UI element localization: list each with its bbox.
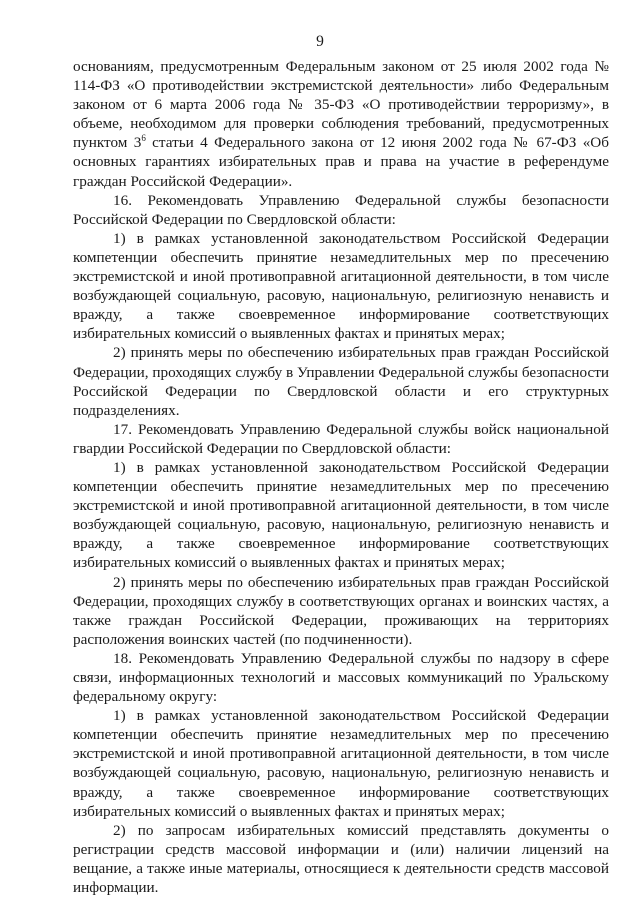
item-18-subitem-1: 1) в рамках установленной законодательством Российской Федерации компетенции обеспечить принятие незамедлительных мер по пресечению экстремистской и иной противоправной агитационной деятельности, в том числе возбуждающей социальную, расовую, национальную, религиозную ненависть и вражду, а также своевременное информирование соответствующих избирательных комиссий о выявленных фактах и принятых мерах; (73, 707, 609, 820)
item-18-subitem-2: 2) по запросам избирательных комиссий представлять документы о регистрации средств массовой информации и (или) наличии лицензий на вещание, а также иные материалы, относящиеся к деятельности средств массовой информации. (73, 821, 609, 897)
item-16-subitem-1: 1) в рамках установленной законодательством Российской Федерации компетенции обеспечить принятие незамедлительных мер по пресечению экстремистской и иной противоправной агитационной деятельности, в том числе возбуждающей социальную, расовую, национальную, религиозную ненависть и вражду, а также своевременное информирование соответствующих избирательных комиссий о выявленных фактах и принятых мерах; (73, 229, 609, 343)
paragraph-text: основаниям, предусмотренным Федеральным законом от 25 июля 2002 года № 114-ФЗ «О противодействии экстремистской деятельности» либо Федеральным законом от 6 марта 2006 года № 35-ФЗ «О противодействии терроризму», в объеме, необходимом для проверки соблюдения требований, предусмотренных пунктом 3 (73, 58, 609, 152)
item-16-subitem-2: 2) принять меры по обеспечению избирательных прав граждан Российской Федерации, проходящих службу в Управлении Федеральной службы безопасности Российской Федерации по Свердловской области и его структурных подразделениях. (73, 344, 609, 419)
item-16: 16. Рекомендовать Управлению Федеральной службы безопасности Российской Федерации по Свердловской области: (73, 191, 609, 228)
item-18: 18. Рекомендовать Управлению Федеральной службы по надзору в сфере связи, информационных технологий и массовых коммуникаций по Уральскому федеральному округу: (73, 649, 609, 706)
superscript-index: 6 (141, 133, 146, 144)
document-body (73, 57, 609, 897)
item-17-subitem-2: 2) принять меры по обеспечению избирательных прав граждан Российской Федерации, проходящих службу в соответствующих органах и воинских частях, а также граждан Российской Федерации, проживающих на территориях расположения воинских частей (по подчиненности). (73, 573, 609, 648)
item-17: 17. Рекомендовать Управлению Федеральной службы войск национальной гвардии Российской Федерации по Свердловской области: (73, 420, 609, 457)
paragraph-continuation (73, 57, 609, 191)
paragraph-text: статьи 4 Федерального закона от 12 июня 2002 года № 67-ФЗ «Об основных гарантиях избирательных прав и права на участие в референдуме граждан Российской Федерации». (73, 134, 609, 190)
item-17-subitem-1: 1) в рамках установленной законодательством Российской Федерации компетенции обеспечить принятие незамедлительных мер по пресечению экстремистской и иной противоправной агитационной деятельности, в том числе возбуждающей социальную, расовую, национальную, религиозную ненависть и вражду, а также своевременное информирование соответствующих избирательных комиссий о выявленных фактах и принятых мерах; (73, 458, 609, 572)
page-number: 9 (316, 33, 324, 50)
